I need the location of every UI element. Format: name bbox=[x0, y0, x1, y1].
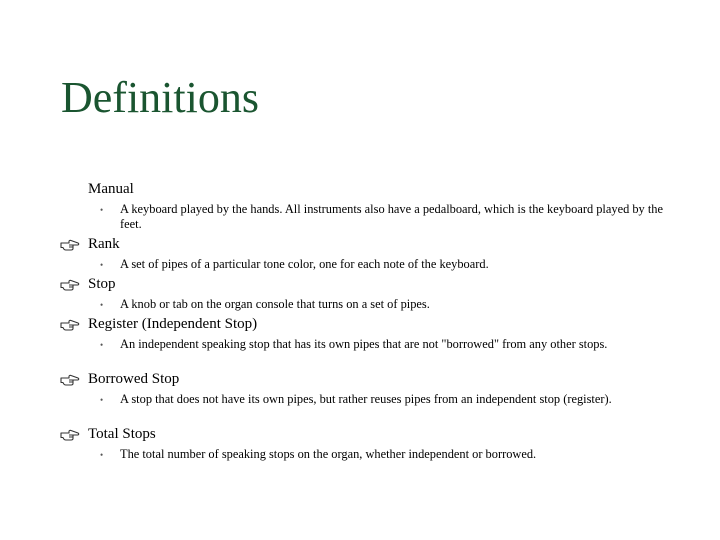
definition-register: An independent speaking stop that has its own pipes that are not "borrowed" from any other stops. bbox=[120, 337, 608, 351]
sub-bullet: • bbox=[100, 205, 104, 215]
term-register: Register (Independent Stop) bbox=[88, 316, 258, 332]
sub-bullet: • bbox=[100, 300, 104, 310]
term-stop: Stop bbox=[88, 276, 116, 292]
sub-bullet: • bbox=[100, 260, 104, 270]
term-rank: Rank bbox=[88, 236, 120, 252]
pointing-hand-icon bbox=[60, 319, 80, 331]
pointing-hand-icon bbox=[60, 429, 80, 441]
term-manual: Manual bbox=[88, 181, 134, 197]
pointing-hand-icon bbox=[60, 374, 80, 386]
definition-rank: A set of pipes of a particular tone color, one for each note of the keyboard. bbox=[120, 257, 489, 271]
pointing-hand-icon bbox=[60, 279, 80, 291]
sub-bullet: • bbox=[100, 450, 104, 460]
sub-bullet: • bbox=[100, 395, 104, 405]
definition-manual: A keyboard played by the hands. All instruments also have a pedalboard, which is the keyboard played by the feet. bbox=[120, 202, 663, 231]
definition-stop: A knob or tab on the organ console that turns on a set of pipes. bbox=[120, 297, 430, 311]
sub-bullet: • bbox=[100, 340, 104, 350]
definition-total-stops: The total number of speaking stops on the organ, whether independent or borrowed. bbox=[120, 447, 537, 461]
definition-borrowed-stop: A stop that does not have its own pipes, but rather reuses pipes from an independent stop (register). bbox=[120, 392, 612, 406]
slide-title: Definitions bbox=[61, 73, 259, 122]
pointing-hand-icon bbox=[60, 239, 80, 251]
term-borrowed-stop: Borrowed Stop bbox=[88, 371, 180, 387]
term-total-stops: Total Stops bbox=[88, 426, 156, 442]
